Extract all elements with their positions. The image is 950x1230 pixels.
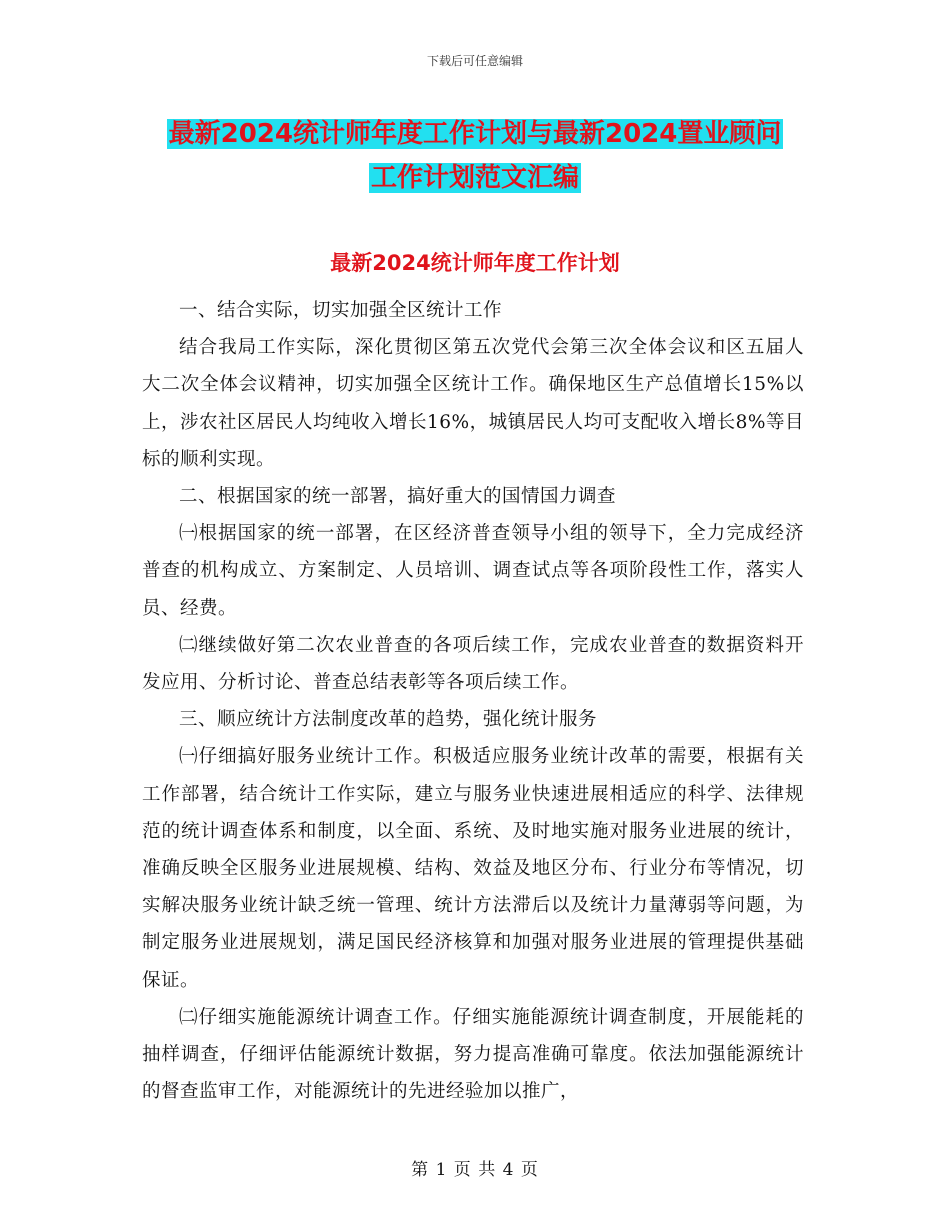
document-body: [142, 292, 804, 1110]
paragraph-heading-3: 三、顺应统计方法制度改革的趋势，强化统计服务: [179, 709, 598, 731]
document-title-line-1: 最新2024统计师年度工作计划与最新2024置业顾问: [168, 119, 782, 149]
page-header-note: 下载后可任意编辑: [426, 54, 523, 68]
paragraph: ㈠根据国家的统一部署，在区经济普查领导小组的领导下，全力完成经济普查的机构成立、方案制定、人员培训、调查试点等各项阶段性工作，落实人员、经费。: [142, 523, 804, 619]
paragraph-heading-1: 一、结合实际，切实加强全区统计工作: [179, 300, 503, 321]
paragraph: ㈡继续做好第二次农业普查的各项后续工作，完成农业普查的数据资料开发应用、分析讨论、普查总结表彰等各项后续工作。: [142, 634, 804, 694]
document-title-line-2: 工作计划范文汇编: [370, 163, 579, 193]
section-title: 最新2024统计师年度工作计划: [330, 251, 620, 275]
paragraph: 结合我局工作实际，深化贯彻区第五次党代会第三次全体会议和区五届人大二次全体会议精神，切实加强全区统计工作。确保地区生产总值增长15%以上，涉农社区居民人均纯收入增长16%，城镇居民人均可支配收入增长8%等目标的顺利实现。: [142, 337, 804, 470]
paragraph: ㈠仔细搞好服务业统计工作。积极适应服务业统计改革的需要，根据有关工作部署，结合统计工作实际，建立与服务业快速进展相适应的科学、法律规范的统计调查体系和制度，以全面、系统、及时地实施对服务业进展的统计，准确反映全区服务业进展规模、结构、效益及地区分布、行业分布等情况，切实解决服务业统计缺乏统一管理、统计方法滞后以及统计力量薄弱等问题，为制定服务业进展规划，满足国民经济核算和加强对服务业进展的管理提供基础保证。: [142, 746, 804, 991]
document-title: [140, 112, 810, 200]
page-number: 第 1 页 共 4 页: [411, 1160, 539, 1180]
paragraph-heading-2: 二、根据国家的统一部署，搞好重大的国情国力调查: [179, 486, 617, 508]
paragraph: ㈡仔细实施能源统计调查工作。仔细实施能源统计调查制度，开展能耗的抽样调查，仔细评估能源统计数据，努力提高准确可靠度。依法加强能源统计的督查监审工作，对能源统计的先进经验加以推广，: [142, 1006, 804, 1103]
